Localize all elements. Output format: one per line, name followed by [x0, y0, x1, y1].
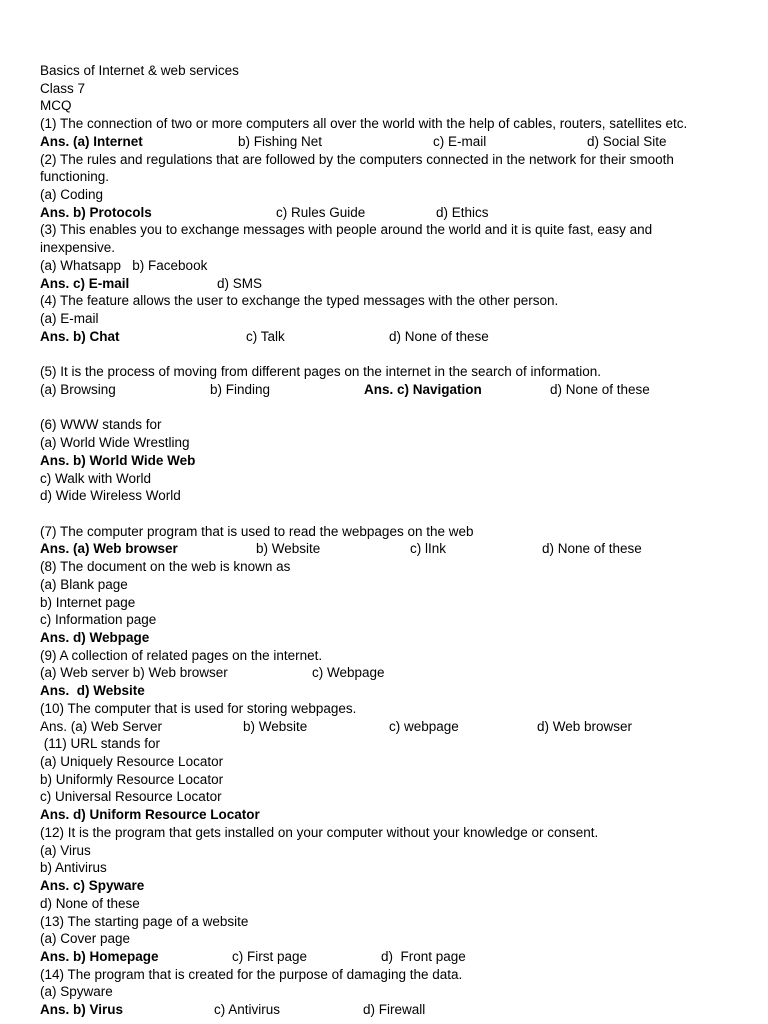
q1-option-c: c) E-mail — [433, 133, 487, 149]
q4-question: (4) The feature allows the user to exchange the typed messages with the other person. — [40, 293, 559, 309]
q11-answer-line — [40, 806, 740, 824]
spacer — [40, 346, 740, 364]
spacer — [40, 399, 740, 417]
q2-option-c: c) Rules Guide — [276, 204, 366, 220]
q4-options-line — [40, 328, 740, 346]
q5-option-d: d) None of these — [550, 381, 650, 397]
q11-question: (11) URL stands for — [40, 736, 161, 752]
q6-option-d: d) Wide Wireless World — [40, 488, 181, 504]
q3-question-part-1: (3) This enables you to exchange messages with people around the world and it is quite fast, easy and — [40, 222, 653, 238]
q12-option-a-line — [40, 842, 740, 860]
q8-question-line — [40, 558, 740, 576]
q8-answer-line — [40, 629, 740, 647]
q9-answer-line — [40, 682, 740, 700]
q1-options-line — [40, 133, 740, 151]
q6-option-a: (a) World Wide Wrestling — [40, 435, 190, 451]
q8-question: (8) The document on the web is known as — [40, 559, 291, 575]
q13-option-a: (a) Cover page — [40, 931, 131, 947]
q12-option-a: (a) Virus — [40, 842, 91, 858]
q12-answer: Ans. c) Spyware — [40, 878, 145, 894]
q12-answer-line — [40, 877, 740, 895]
q12-option-b: b) Antivirus — [40, 860, 107, 876]
q14-option-d: d) Firewall — [363, 1002, 426, 1018]
q8-option-c-line — [40, 611, 740, 629]
q8-option-b: b) Internet page — [40, 594, 136, 610]
spacer — [40, 505, 740, 523]
q6-option-c-line — [40, 470, 740, 488]
class-label: Class 7 — [40, 80, 86, 96]
q11-answer: Ans. d) Uniform Resource Locator — [40, 807, 260, 823]
q7-question: (7) The computer program that is used to read the webpages on the web — [40, 523, 474, 539]
q11-option-c-line — [40, 788, 740, 806]
q11-option-b: b) Uniformly Resource Locator — [40, 771, 224, 787]
q10-question-line — [40, 700, 740, 718]
doc-title: Basics of Internet & web services — [40, 63, 239, 78]
q9-question: (9) A collection of related pages on the internet. — [40, 647, 323, 663]
q9-answer: Ans. d) Website — [40, 683, 145, 699]
q13-option-c: c) First page — [232, 948, 308, 964]
q6-option-a-line — [40, 434, 740, 452]
q9-question-line — [40, 647, 740, 665]
q5-options-line — [40, 381, 740, 399]
q7-option-c: c) lInk — [410, 541, 447, 557]
q9-options-ab: (a) Web server b) Web browser — [40, 665, 228, 681]
q4-option-a-line — [40, 310, 740, 328]
q14-question-line — [40, 966, 740, 984]
q1-question: (1) The connection of two or more computers all over the world with the help of cables, routers, satellites etc. — [40, 116, 688, 132]
q13-options-line — [40, 948, 740, 966]
q1-answer: Ans. (a) Internet — [40, 133, 143, 149]
q12-option-b-line — [40, 859, 740, 877]
q1-option-d: d) Social Site — [587, 133, 667, 149]
q6-option-d-line — [40, 487, 740, 505]
q5-question: (5) It is the process of moving from different pages on the internet in the search of information. — [40, 364, 602, 380]
q6-question: (6) WWW stands for — [40, 417, 162, 433]
q12-option-d: d) None of these — [40, 895, 140, 911]
q11-option-b-line — [40, 771, 740, 789]
q10-option-d: d) Web browser — [537, 718, 633, 734]
q8-option-c: c) Information page — [40, 612, 157, 628]
q6-answer-line — [40, 452, 740, 470]
q14-option-a: (a) Spyware — [40, 984, 113, 1000]
q3-question-line-2 — [40, 239, 740, 257]
q7-options-line — [40, 540, 740, 558]
q3-question-part-2: inexpensive. — [40, 240, 116, 256]
type-label: MCQ — [40, 98, 72, 114]
q8-option-a: (a) Blank page — [40, 576, 128, 592]
q9-options-line — [40, 664, 740, 682]
q3-answer: Ans. c) E-mail — [40, 275, 130, 291]
q2-question-line-2 — [40, 168, 740, 186]
q13-question-line — [40, 913, 740, 931]
q12-question-line — [40, 824, 740, 842]
q6-answer: Ans. b) World Wide Web — [40, 452, 196, 468]
q11-option-a: (a) Uniquely Resource Locator — [40, 754, 224, 770]
q14-option-a-line — [40, 983, 740, 1001]
q8-answer: Ans. d) Webpage — [40, 630, 150, 645]
q12-question: (12) It is the program that gets installed on your computer without your knowledge or consent. — [40, 824, 599, 840]
q3-options-line — [40, 275, 740, 293]
q1-option-b: b) Fishing Net — [238, 133, 323, 149]
type-line — [40, 97, 740, 115]
q14-question: (14) The program that is created for the purpose of damaging the data. — [40, 966, 463, 982]
class-line — [40, 80, 740, 98]
q5-option-b: b) Finding — [210, 381, 271, 397]
q4-option-d: d) None of these — [389, 328, 489, 344]
q7-question-line — [40, 523, 740, 541]
q5-option-a: (a) Browsing — [40, 381, 116, 397]
q2-answer: Ans. b) Protocols — [40, 204, 152, 220]
q8-option-a-line — [40, 576, 740, 594]
q2-options-line — [40, 204, 740, 222]
q10-question: (10) The computer that is used for storing webpages. — [40, 700, 357, 716]
q10-option-c: c) webpage — [389, 718, 459, 734]
q2-option-a: (a) Coding — [40, 187, 104, 203]
q14-option-c: c) Antivirus — [214, 1002, 281, 1018]
q5-answer: Ans. c) Navigation — [364, 381, 482, 397]
q6-option-c: c) Walk with World — [40, 470, 152, 486]
q10-answer: Ans. (a) Web Server — [40, 718, 163, 734]
q13-answer: Ans. b) Homepage — [40, 948, 159, 964]
q2-option-d: d) Ethics — [436, 204, 489, 220]
q4-answer: Ans. b) Chat — [40, 328, 120, 344]
q11-option-a-line — [40, 753, 740, 771]
q4-option-a: (a) E-mail — [40, 311, 99, 327]
q2-question-part-2: functioning. — [40, 169, 110, 185]
q13-option-d: d) Front page — [381, 948, 466, 964]
q3-options-ab: (a) Whatsapp b) Facebook — [40, 257, 208, 273]
q2-question-part-1: (2) The rules and regulations that are followed by the computers connected in the network for their smooth — [40, 151, 674, 167]
q10-options-line — [40, 718, 740, 736]
q10-option-b: b) Website — [243, 718, 308, 734]
q7-option-d: d) None of these — [542, 541, 642, 557]
q12-option-d-line — [40, 895, 740, 913]
q1-question-line — [40, 115, 740, 133]
q3-question-line-1 — [40, 221, 740, 239]
q14-answer: Ans. b) Virus — [40, 1002, 124, 1018]
q8-option-b-line — [40, 594, 740, 612]
doc-title-line — [40, 62, 740, 80]
q6-question-line — [40, 416, 740, 434]
q3-options-ab-line — [40, 257, 740, 275]
q5-question-line — [40, 363, 740, 381]
q4-option-c: c) Talk — [246, 328, 285, 344]
q7-answer: Ans. (a) Web browser — [40, 541, 178, 557]
mcq-document — [40, 62, 740, 1019]
q14-options-line — [40, 1001, 740, 1019]
q13-option-a-line — [40, 930, 740, 948]
q2-question-line-1 — [40, 151, 740, 169]
q13-question: (13) The starting page of a website — [40, 913, 249, 929]
q3-option-d: d) SMS — [217, 275, 263, 291]
q11-option-c: c) Universal Resource Locator — [40, 789, 222, 805]
q11-question-line — [40, 735, 740, 753]
q9-option-c: c) Webpage — [312, 665, 385, 681]
q4-question-line — [40, 292, 740, 310]
q2-option-a-line — [40, 186, 740, 204]
q7-option-b: b) Website — [256, 541, 321, 557]
